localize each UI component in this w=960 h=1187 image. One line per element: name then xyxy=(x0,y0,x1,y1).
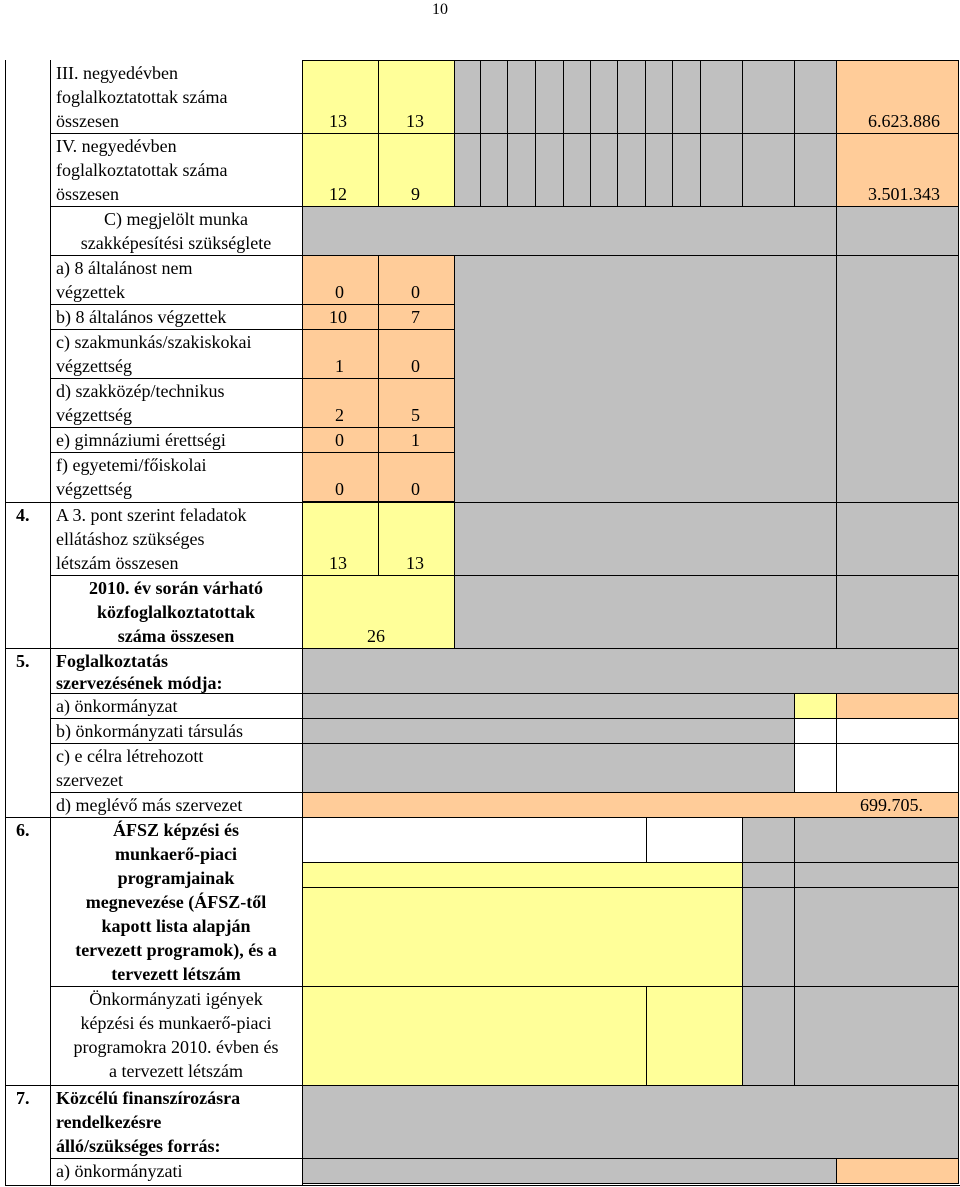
row-label: c) szakmunkás/szakiskokai xyxy=(56,332,252,352)
row-label: végzettek xyxy=(56,282,125,302)
value-cell: 13 xyxy=(329,111,347,131)
row-label: szakképesítési szükséglete xyxy=(80,233,272,253)
row-label: rendelkezésre xyxy=(56,1112,162,1132)
amount-cell: 3.501.343 xyxy=(868,184,940,204)
row-label: III. negyedévben xyxy=(56,63,178,83)
row-label: szervezet xyxy=(56,770,123,790)
section-number: 7. xyxy=(16,1088,30,1108)
row-label: létszám összesen xyxy=(56,553,179,573)
value-cell: 0 xyxy=(335,479,344,499)
amount-cell: 6.623.886 xyxy=(868,111,940,131)
row-label: a) 8 általánost nem xyxy=(56,258,193,278)
value-cell: 10 xyxy=(329,307,347,327)
row-label: A 3. pont szerint feladatok xyxy=(56,505,247,525)
row-label: a tervezett létszám xyxy=(109,1061,243,1081)
section-number: 4. xyxy=(16,505,30,525)
value-cell: 9 xyxy=(411,184,420,204)
row-label: foglalkoztatottak száma xyxy=(56,160,228,180)
total-cell: 26 xyxy=(367,626,385,646)
row-label: ellátáshoz szükséges xyxy=(56,529,205,549)
value-cell: 0 xyxy=(335,282,344,302)
amount-cell: 699.705. xyxy=(860,795,923,815)
row-label: megnevezése (ÁFSZ-től xyxy=(85,892,267,912)
row-label: foglalkoztatottak száma xyxy=(56,87,228,107)
row-label: álló/szükséges forrás: xyxy=(56,1136,221,1156)
page-number: 10 xyxy=(432,1,448,18)
row-label: összesen xyxy=(56,111,119,131)
row-label: d) meglévő más szervezet xyxy=(56,795,243,815)
row-label: munkaerő-piaci xyxy=(114,844,237,864)
value-cell: 2 xyxy=(335,405,344,425)
row-label: végzettség xyxy=(56,356,132,376)
row-label: képzési és munkaerő-piaci xyxy=(80,1013,272,1033)
row-label: C) megjelölt munka xyxy=(104,209,248,229)
row-label: e) gimnáziumi érettségi xyxy=(56,430,226,450)
row-label: végzettség xyxy=(56,479,132,499)
section-number: 6. xyxy=(16,820,30,840)
section-number: 5. xyxy=(16,651,30,671)
value-cell: 13 xyxy=(406,111,424,131)
value-cell: 12 xyxy=(329,184,347,204)
row-label: végzettség xyxy=(56,405,132,425)
row-label: száma összesen xyxy=(117,626,235,646)
row-label: Közcélú finanszírozásra xyxy=(56,1088,241,1108)
row-label: c) e célra létrehozott xyxy=(56,746,204,766)
row-label: szervezésének módja: xyxy=(56,673,223,693)
value-cell: 1 xyxy=(335,356,344,376)
row-label: programokra 2010. évben és xyxy=(73,1037,279,1057)
row-label: Önkormányzati igények xyxy=(89,989,263,1009)
row-label: f) egyetemi/főiskolai xyxy=(56,455,207,475)
row-label: kapott lista alapján xyxy=(101,916,251,936)
value-cell: 7 xyxy=(411,307,420,327)
row-label: d) szakközép/technikus xyxy=(56,381,225,401)
row-label: tervezett létszám xyxy=(111,964,241,984)
value-cell: 0 xyxy=(411,282,420,302)
row-label: b) 8 általános végzettek xyxy=(56,307,227,327)
row-label: Foglalkoztatás xyxy=(56,651,168,671)
row-label: ÁFSZ képzési és xyxy=(113,820,239,840)
value-cell: 0 xyxy=(411,479,420,499)
value-cell: 13 xyxy=(406,553,424,573)
row-label: a) önkormányzat xyxy=(56,696,178,716)
row-label: összesen xyxy=(56,184,119,204)
row-label: 2010. év során várható xyxy=(89,578,263,598)
row-label: IV. negyedévben xyxy=(56,136,177,156)
value-cell: 0 xyxy=(411,356,420,376)
value-cell: 1 xyxy=(411,430,420,450)
row-label: programjainak xyxy=(117,868,235,888)
value-cell: 0 xyxy=(335,430,344,450)
row-label: közfoglalkoztatottak xyxy=(97,602,255,622)
row-label: a) önkormányzati xyxy=(56,1161,183,1181)
row-label: tervezett programok), és a xyxy=(75,940,277,960)
value-cell: 13 xyxy=(329,553,347,573)
row-label: b) önkormányzati társulás xyxy=(56,721,243,741)
value-cell: 5 xyxy=(411,405,420,425)
